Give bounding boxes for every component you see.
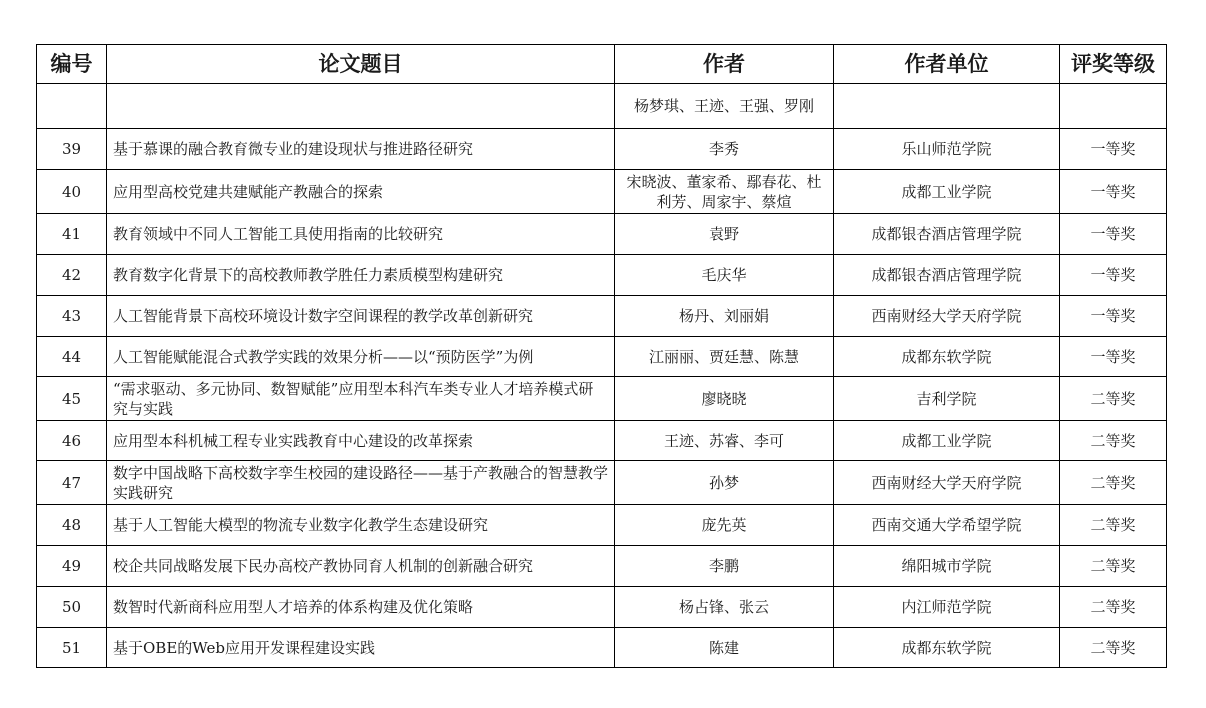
cell-author: 江丽丽、贾廷慧、陈慧 — [615, 337, 834, 377]
table-row — [37, 546, 1167, 587]
cell-number: 40 — [37, 170, 107, 214]
cell-title: 基于OBE的Web应用开发课程建设实践 — [107, 628, 615, 668]
cell-number: 41 — [37, 214, 107, 255]
continuation-row — [37, 84, 1167, 129]
cell-unit: 吉利学院 — [834, 377, 1060, 421]
cell-unit: 内江师范学院 — [834, 587, 1060, 628]
cell-title: 数字中国战略下高校数字孪生校园的建设路径——基于产教融合的智慧教学实践研究 — [107, 461, 615, 505]
table-row — [37, 129, 1167, 170]
cell-unit — [834, 84, 1060, 129]
table-row — [37, 337, 1167, 377]
table-row — [37, 505, 1167, 546]
cell-unit: 成都银杏酒店管理学院 — [834, 214, 1060, 255]
table-row — [37, 296, 1167, 337]
table-row — [37, 170, 1167, 214]
cell-title: 数智时代新商科应用型人才培养的体系构建及优化策略 — [107, 587, 615, 628]
cell-unit: 成都东软学院 — [834, 628, 1060, 668]
cell-number: 51 — [37, 628, 107, 668]
cell-author: 杨梦琪、王迹、王强、罗刚 — [615, 84, 834, 129]
cell-title: 校企共同战略发展下民办高校产教协同育人机制的创新融合研究 — [107, 546, 615, 587]
cell-unit: 成都工业学院 — [834, 170, 1060, 214]
cell-author: 杨丹、刘丽娟 — [615, 296, 834, 337]
header-author: 作者 — [615, 45, 834, 84]
cell-level: 一等奖 — [1060, 170, 1167, 214]
cell-number: 50 — [37, 587, 107, 628]
cell-number: 39 — [37, 129, 107, 170]
cell-level: 二等奖 — [1060, 421, 1167, 461]
table-row — [37, 587, 1167, 628]
table-row — [37, 214, 1167, 255]
cell-author: 陈建 — [615, 628, 834, 668]
table-row — [37, 628, 1167, 668]
cell-author: 李秀 — [615, 129, 834, 170]
cell-level: 一等奖 — [1060, 337, 1167, 377]
table-row — [37, 377, 1167, 421]
cell-number: 43 — [37, 296, 107, 337]
cell-number: 45 — [37, 377, 107, 421]
cell-unit: 乐山师范学院 — [834, 129, 1060, 170]
cell-author: 廖晓晓 — [615, 377, 834, 421]
cell-level: 二等奖 — [1060, 587, 1167, 628]
cell-level: 二等奖 — [1060, 377, 1167, 421]
cell-title: 基于慕课的融合教育微专业的建设现状与推进路径研究 — [107, 129, 615, 170]
cell-author: 王迹、苏睿、李可 — [615, 421, 834, 461]
header-title: 论文题目 — [107, 45, 615, 84]
cell-title: 应用型高校党建共建赋能产教融合的探索 — [107, 170, 615, 214]
cell-unit: 西南财经大学天府学院 — [834, 461, 1060, 505]
cell-level: 二等奖 — [1060, 628, 1167, 668]
cell-author: 毛庆华 — [615, 255, 834, 296]
cell-title: 基于人工智能大模型的物流专业数字化教学生态建设研究 — [107, 505, 615, 546]
cell-number: 42 — [37, 255, 107, 296]
cell-unit: 成都东软学院 — [834, 337, 1060, 377]
cell-title: 人工智能背景下高校环境设计数字空间课程的教学改革创新研究 — [107, 296, 615, 337]
cell-number — [37, 84, 107, 129]
header-number: 编号 — [37, 45, 107, 84]
cell-author: 杨占锋、张云 — [615, 587, 834, 628]
cell-number: 49 — [37, 546, 107, 587]
header-unit: 作者单位 — [834, 45, 1060, 84]
cell-title: 应用型本科机械工程专业实践教育中心建设的改革探索 — [107, 421, 615, 461]
cell-level: 一等奖 — [1060, 214, 1167, 255]
cell-level: 二等奖 — [1060, 461, 1167, 505]
cell-number: 48 — [37, 505, 107, 546]
cell-author: 宋晓波、董家希、鄢春花、杜利芳、周家宇、蔡煊 — [615, 170, 834, 214]
cell-level: 一等奖 — [1060, 255, 1167, 296]
cell-author: 李鹏 — [615, 546, 834, 587]
cell-unit: 西南财经大学天府学院 — [834, 296, 1060, 337]
table-row — [37, 255, 1167, 296]
cell-title: 人工智能赋能混合式教学实践的效果分析——以“预防医学”为例 — [107, 337, 615, 377]
cell-level: 二等奖 — [1060, 505, 1167, 546]
cell-title: 教育数字化背景下的高校教师教学胜任力素质模型构建研究 — [107, 255, 615, 296]
cell-title: “需求驱动、多元协同、数智赋能”应用型本科汽车类专业人才培养模式研究与实践 — [107, 377, 615, 421]
cell-number: 44 — [37, 337, 107, 377]
cell-unit: 绵阳城市学院 — [834, 546, 1060, 587]
header-row — [37, 45, 1167, 84]
cell-unit: 西南交通大学希望学院 — [834, 505, 1060, 546]
cell-title: 教育领域中不同人工智能工具使用指南的比较研究 — [107, 214, 615, 255]
cell-number: 46 — [37, 421, 107, 461]
cell-unit: 成都工业学院 — [834, 421, 1060, 461]
table-row — [37, 421, 1167, 461]
cell-level: 一等奖 — [1060, 296, 1167, 337]
cell-level: 一等奖 — [1060, 129, 1167, 170]
cell-level — [1060, 84, 1167, 129]
table-row — [37, 461, 1167, 505]
cell-level: 二等奖 — [1060, 546, 1167, 587]
cell-unit: 成都银杏酒店管理学院 — [834, 255, 1060, 296]
header-level: 评奖等级 — [1060, 45, 1167, 84]
cell-author: 庞先英 — [615, 505, 834, 546]
cell-author: 孙梦 — [615, 461, 834, 505]
cell-author: 袁野 — [615, 214, 834, 255]
award-table — [36, 44, 1167, 668]
cell-number: 47 — [37, 461, 107, 505]
cell-title — [107, 84, 615, 129]
